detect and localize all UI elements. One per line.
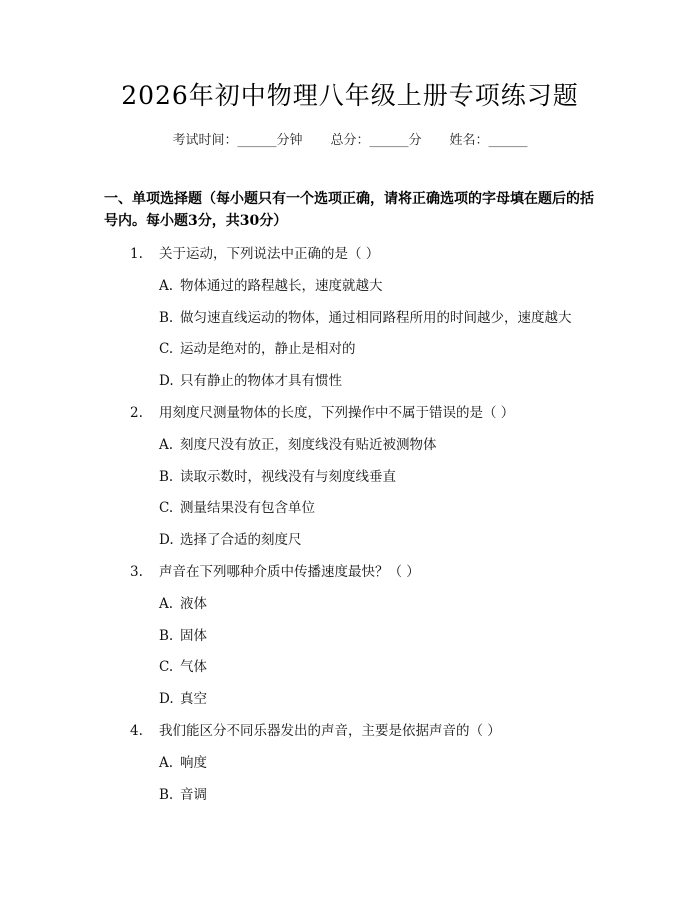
option-text: 选择了合适的刻度尺	[180, 532, 302, 549]
option-text: 只有静止的物体才具有惯性	[180, 373, 342, 390]
option-letter: A.	[159, 436, 174, 453]
option-row	[0, 434, 700, 466]
option-row	[0, 466, 700, 498]
question-number: 1.	[130, 246, 143, 262]
option-row	[0, 497, 700, 529]
option-row	[0, 593, 700, 625]
option-row	[0, 752, 700, 784]
question-number: 2.	[130, 404, 143, 421]
option-letter: B.	[159, 627, 174, 644]
exam-time-label: 考试时间：______分钟	[172, 133, 303, 148]
option-text: 音调	[180, 786, 207, 803]
option-letter: A.	[159, 754, 174, 771]
option-text: 固体	[180, 627, 207, 644]
option-text: 刻度尺没有放正，刻度线没有贴近被测物体	[180, 436, 437, 453]
option-row	[0, 529, 700, 561]
section-heading: 一、单项选择题（每小题只有一个选项正确，请将正确选项的字母填在题后的括号内。每小题3分，共30分）	[104, 191, 594, 229]
option-text: 读取示数时，视线没有与刻度线垂直	[180, 468, 396, 485]
option-letter: C.	[159, 341, 174, 358]
option-row	[0, 370, 700, 402]
option-text: 气体	[180, 659, 207, 676]
question-text: 关于运动，下列说法中正确的是（ ）	[159, 246, 380, 262]
option-row	[0, 275, 700, 307]
name-label: 姓名：______	[449, 133, 528, 148]
option-letter: C.	[159, 659, 174, 676]
exam-info-line	[0, 131, 700, 151]
option-text: 做匀速直线运动的物体，通过相同路程所用的时间越少，速度越大	[180, 309, 572, 326]
option-text: 运动是绝对的，静止是相对的	[180, 341, 356, 358]
total-score-label: 总分：______分	[330, 133, 422, 148]
option-row	[0, 784, 700, 816]
question-number: 4.	[130, 722, 143, 739]
option-row	[0, 688, 700, 720]
option-row	[0, 625, 700, 657]
option-text: 真空	[180, 691, 207, 708]
option-text: 测量结果没有包含单位	[180, 500, 315, 517]
option-text: 液体	[180, 595, 207, 612]
option-row	[0, 656, 700, 688]
question-row	[0, 243, 700, 275]
question-text: 声音在下列哪种介质中传播速度最快？（ ）	[159, 563, 420, 580]
option-text: 响度	[180, 754, 207, 771]
question-text: 用刻度尺测量物体的长度，下列操作中不属于错误的是（ ）	[159, 404, 515, 421]
option-letter: B.	[159, 468, 174, 485]
option-letter: A.	[159, 595, 174, 612]
option-row	[0, 307, 700, 339]
option-letter: A.	[159, 277, 174, 294]
question-row	[0, 561, 700, 593]
question-row	[0, 402, 700, 434]
option-letter: C.	[159, 500, 174, 517]
option-letter: D.	[159, 691, 174, 708]
question-text: 我们能区分不同乐器发出的声音，主要是依据声音的（ ）	[159, 722, 501, 739]
page-title: 2026年初中物理八年级上册专项练习题	[121, 81, 579, 110]
question-row	[0, 720, 700, 752]
question-list	[0, 243, 700, 815]
option-letter: B.	[159, 786, 174, 803]
option-letter: D.	[159, 373, 174, 390]
option-row	[0, 338, 700, 370]
option-letter: B.	[159, 309, 174, 326]
option-text: 物体通过的路程越长，速度就越大	[180, 277, 383, 294]
option-letter: D.	[159, 532, 174, 549]
question-number: 3.	[130, 563, 143, 580]
